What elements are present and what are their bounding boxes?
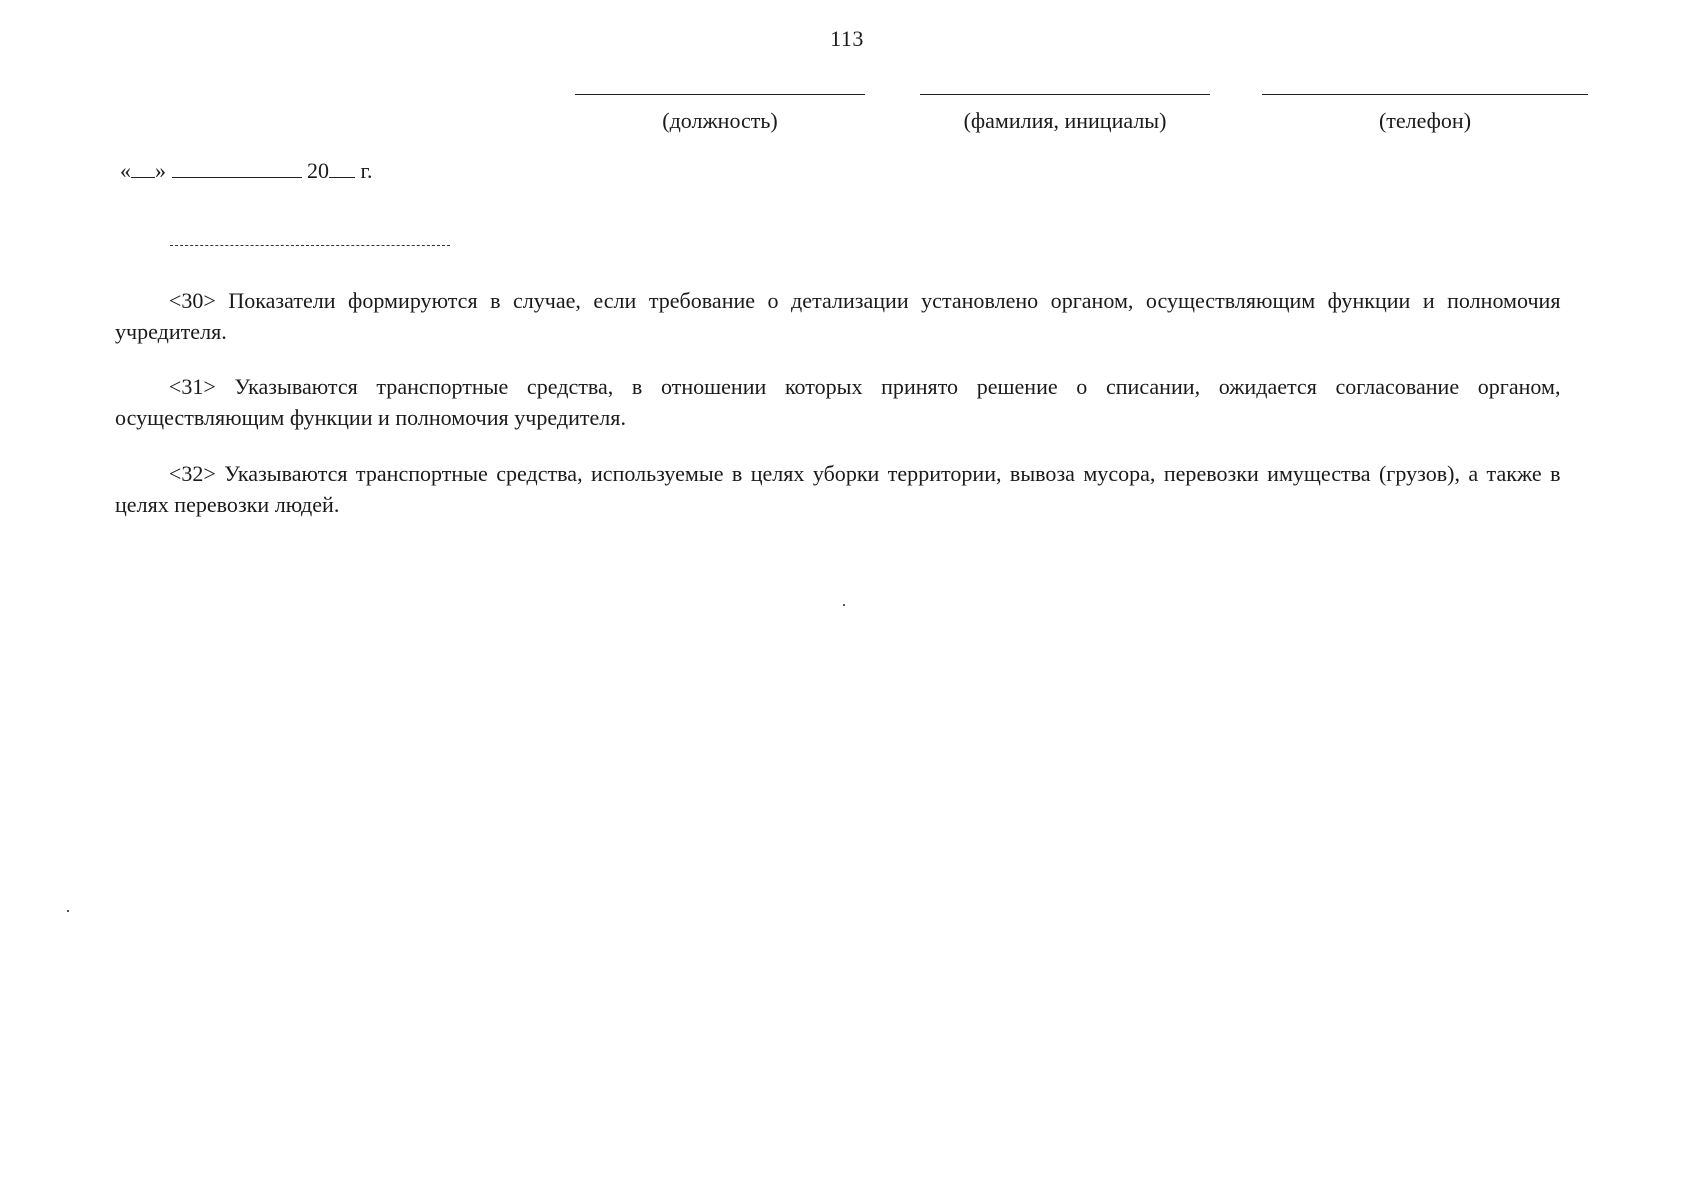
signature-label-position: (должность) [662,108,778,133]
scan-speck [67,910,69,912]
footnote-text: Указываются транспортные средства, в отношении которых принято решение о списании, ожидается согласование органом, осуществляющим функции и полномочия учредителя. [115,374,1561,430]
footnote-32 [115,458,1561,520]
signature-line-position [575,94,865,95]
signature-line-name [920,94,1210,95]
date-year-prefix: 20 [307,158,329,183]
date-year-blank [329,159,355,178]
footnote-separator [170,245,450,246]
footnote-30 [115,285,1561,347]
date-year-suffix: г. [360,158,373,183]
signature-label-phone: (телефон) [1378,108,1472,133]
date-open-quote: « [120,158,131,183]
date-line [120,158,373,184]
date-day-blank [131,159,155,178]
date-month-blank [172,159,302,178]
footnote-marker: <30> [168,288,216,313]
footnote-marker: <31> [168,374,216,399]
date-close-quote: » [155,158,166,183]
footnote-31 [115,371,1561,433]
scan-speck [843,604,845,606]
page-number: 113 [830,26,864,51]
signature-label-name: (фамилия, инициалы) [963,108,1167,133]
signature-line-phone [1262,94,1588,95]
footnote-text: Указываются транспортные средства, используемые в целях уборки территории, вывоза мусора, перевозки имущества (грузов), а также в целях перевозки людей. [115,461,1561,517]
footnote-marker: <32> [168,461,216,486]
footnote-text: Показатели формируются в случае, если требование о детализации установлено органом, осуществляющим функции и полномочия учредителя. [115,288,1561,344]
